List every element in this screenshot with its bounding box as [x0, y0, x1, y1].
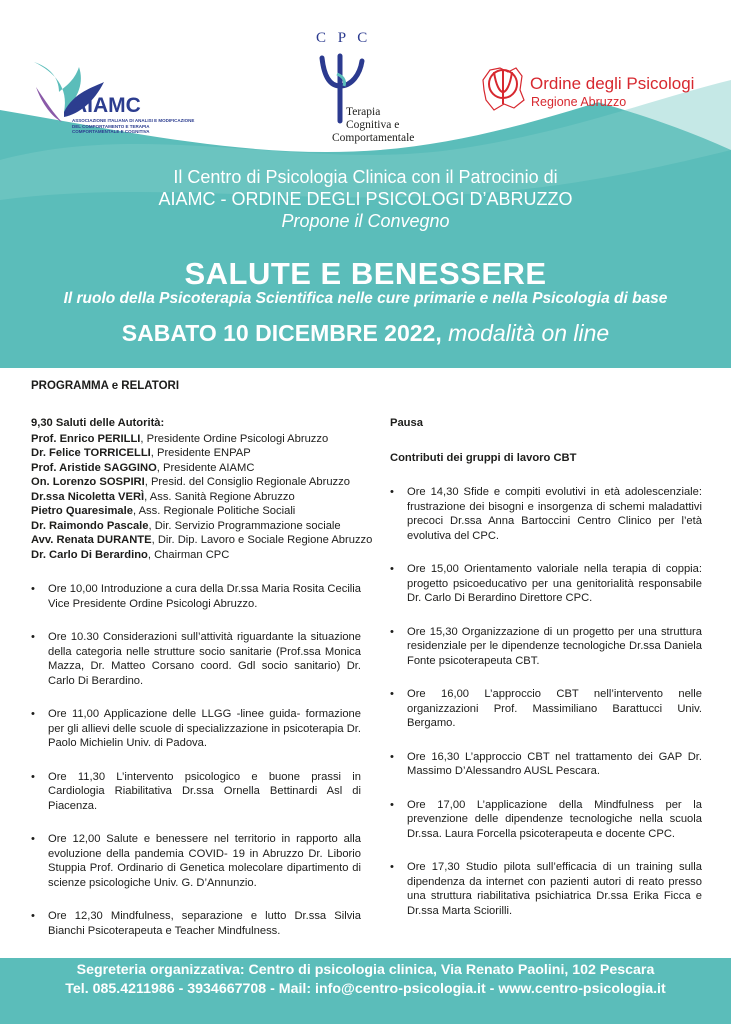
bullet-icon: • — [390, 798, 394, 811]
authority-row — [31, 475, 361, 490]
authority-role: , Chairman CPC — [147, 548, 230, 561]
footer-contacts: Tel. 085.4211986 - 3934667708 - Mail: info@centro-psicologia.it - www.centro-psicologia.it — [65, 981, 666, 997]
program-item — [31, 707, 361, 751]
authority-row — [31, 519, 361, 534]
program-item — [390, 687, 702, 731]
authorities-heading: 9,30 Saluti delle Autorità: — [31, 417, 165, 429]
cpc-line2: Cognitiva e — [346, 119, 400, 131]
program-item-text: Ore 15,00 Orientamento valoriale nella terapia di coppia: progetto psicoeducativo per una genitorialità responsabile Dr. Carlo Di Berardino Direttore CPC. — [407, 563, 702, 604]
bullet-icon: • — [31, 631, 35, 643]
ordine-line1: Ordine degli Psicologi — [530, 74, 695, 93]
program-item-text: Ore 16,30 L’approccio CBT nel trattamento dei GAP Dr. Massimo D’Alessandro AUSL Pescara. — [407, 750, 702, 777]
bullet-icon: • — [31, 770, 35, 783]
cbt-heading: Contributi dei gruppi di lavoro CBT — [390, 451, 577, 464]
ordine-emblem-icon — [478, 60, 528, 115]
program-item — [31, 630, 361, 688]
authority-row — [31, 533, 373, 548]
bullet-icon: • — [390, 688, 394, 700]
bullet-icon: • — [31, 583, 35, 595]
program-item-text: Ore 14,30 Sfide e compiti evolutivi in età adolescenziale: frustrazione dei bisogni e insorgenza di schemi maladattivi precoci Dr.ssa Anna Bartoccini Centro Clinico per l’età evolutiva del CPC. — [407, 486, 702, 542]
aiamc-name: AIAMC — [72, 94, 141, 117]
bullet-icon: • — [31, 833, 35, 845]
authority-row — [31, 490, 361, 505]
authority-name: Dr. Carlo Di Berardino — [31, 548, 148, 561]
program-item — [31, 832, 361, 890]
bullet-icon: • — [31, 708, 35, 720]
authority-name: Pietro Quaresimale — [31, 505, 133, 517]
program-item-text: Ore 12,00 Salute e benessere nel territorio in rapporto alla evoluzione della pandemia COVID- 19 in Abruzzo Dr. Liborio Stuppia Prof. Ordinario di Genetica molecolare dipartimento di scienze psicologiche Univ. G. D’Annunzio. — [48, 833, 361, 889]
intro-line3: Propone il Convegno — [281, 211, 450, 231]
bullet-icon: • — [31, 910, 35, 922]
aiamc-subtitle: ASSOCIAZIONE ITALIANA DI ANALISI E MODIFICAZIONE DEL COMPORTAMENTO E TERAPIA COMPORTAMENTALE E COGNITIVA — [72, 118, 195, 134]
program-item-text: Ore 17,00 L’applicazione della Mindfulness per la prevenzione delle dipendenze tecnologiche nella scuola Dr.ssa. Laura Forcella psicoterapeuta e docente CPC. — [407, 798, 702, 840]
event-title: SALUTE E BENESSERE — [184, 256, 547, 291]
program-item — [390, 750, 702, 779]
authority-row — [31, 432, 361, 447]
authority-row — [31, 461, 361, 476]
program-item — [390, 485, 702, 543]
authority-name: Dr. Raimondo Pascale — [31, 519, 149, 532]
bullet-icon: • — [390, 861, 394, 873]
intro-line1: Il Centro di Psicologia Clinica con il Patrocinio di — [173, 167, 558, 187]
left-program-list — [31, 582, 361, 938]
program-item-text: Ore 12,30 Mindfulness, separazione e lutto Dr.ssa Silvia Bianchi Psicoterapeuta e Teacher Mindfulness. — [48, 910, 361, 937]
authority-name: Prof. Enrico PERILLI — [31, 432, 141, 445]
authority-role: , Presidente Ordine Psicologi Abruzzo — [140, 432, 329, 445]
program-item — [390, 562, 702, 606]
event-date-bold: SABATO 10 DICEMBRE 2022, — [121, 320, 442, 346]
pause-label: Pausa — [390, 417, 423, 429]
program-left-column — [31, 416, 373, 957]
authority-name: Dr. Felice TORRICELLI — [31, 447, 151, 459]
program-item — [390, 798, 702, 842]
authority-row — [31, 504, 361, 519]
ordine-logo — [478, 60, 718, 120]
intro-block — [0, 166, 731, 232]
bullet-icon: • — [390, 625, 394, 638]
authority-role: , Ass. Sanità Regione Abruzzo — [144, 490, 295, 503]
authority-name: Prof. Aristide SAGGINO — [31, 461, 157, 474]
authority-role: , Presidente ENPAP — [150, 447, 251, 459]
authority-name: Avv. Renata DURANTE — [31, 534, 152, 546]
authority-role: , Dir. Servizio Programmazione sociale — [148, 519, 341, 532]
program-item — [31, 582, 361, 611]
cpc-logo — [290, 28, 430, 153]
footer-banner — [0, 958, 731, 1024]
cpc-line3: Comportamentale — [332, 132, 415, 144]
bullet-icon: • — [390, 563, 394, 575]
authority-role: , Ass. Regionale Politiche Sociali — [132, 505, 296, 517]
program-item — [31, 909, 361, 938]
right-program-list — [390, 485, 702, 918]
program-heading: PROGRAMMA e RELATORI — [31, 380, 180, 392]
authority-row — [31, 446, 361, 461]
event-date-mode: modalità on line — [448, 320, 610, 346]
program-item-text: Ore 10.30 Considerazioni sull’attività riguardante la situazione della categoria nelle strutture socio sanitarie (Prof.ssa Monica Mazza, Dr. Matteo Corsano coord. Gdl socio sanitario) Dr. Carlo Di Berardino. — [48, 631, 361, 687]
program-item-text: Ore 17,30 Studio pilota sull’efficacia di un training sulla dipendenza da internet con pazienti autori di reato presso una struttura riabilitativa psichiatrica Dr.ssa Erika Ficca e Dr.ssa Marta Sciorilli. — [407, 861, 702, 917]
authority-role: , Presidente AIAMC — [156, 461, 255, 474]
program-section — [0, 368, 731, 958]
authorities-list — [31, 432, 373, 563]
footer-secretariat: Segreteria organizzativa: Centro di psicologia clinica, Via Renato Paolini, 102 Pescara — [76, 962, 655, 978]
program-item — [390, 625, 702, 669]
ordine-line2: Regione Abruzzo — [531, 95, 627, 109]
authority-role: , Dir. Dip. Lavoro e Sociale Regione Abruzzo — [151, 534, 373, 546]
program-item-text: Ore 10,00 Introduzione a cura della Dr.ssa Maria Rosita Cecilia Vice Presidente Ordine Psicologi Abruzzo. — [48, 583, 361, 610]
header-banner — [0, 0, 731, 368]
authority-role: , Presid. del Consiglio Regionale Abruzzo — [144, 476, 350, 488]
bullet-icon: • — [390, 750, 394, 763]
program-item-text: Ore 11,30 L’intervento psicologico e buone prassi in Cardiologia Riabilitativa Dr.ssa Ornella Bettinardi Asl di Piacenza. — [48, 770, 361, 812]
program-item-text: Ore 11,00 Applicazione delle LLGG -linee guida- formazione per gli allievi delle scuole di specializzazione in psicoterapia Dr. Paolo Michielin Univ. di Padova. — [48, 708, 361, 749]
program-item — [390, 860, 702, 918]
program-right-column — [390, 416, 702, 937]
event-date — [0, 320, 731, 347]
cpc-line1: Terapia — [346, 106, 381, 118]
aiamc-logo — [24, 42, 204, 152]
event-subtitle: Il ruolo della Psicoterapia Scientifica nelle cure primarie e nella Psicologia di base — [63, 290, 668, 307]
intro-line2: AIAMC - ORDINE DEGLI PSICOLOGI D’ABRUZZO — [158, 189, 573, 209]
program-item-text: Ore 16,00 L’approccio CBT nell’intervento nelle organizzazioni Prof. Massimiliano Barattucci Univ. Bergamo. — [407, 688, 702, 729]
program-item — [31, 770, 361, 814]
cpc-letters: C P C — [316, 30, 372, 46]
program-item-text: Ore 15,30 Organizzazione di un progetto per una struttura residenziale per le dipendenze tecnologiche Dr.ssa Daniela Fonte psicoterapeuta CBT. — [407, 625, 702, 667]
authority-row — [31, 548, 361, 563]
authority-name: On. Lorenzo SOSPIRI — [31, 476, 145, 488]
authority-name: Dr.ssa Nicoletta VERÌ — [31, 490, 145, 503]
logos-row — [0, 28, 731, 163]
bullet-icon: • — [390, 486, 394, 498]
